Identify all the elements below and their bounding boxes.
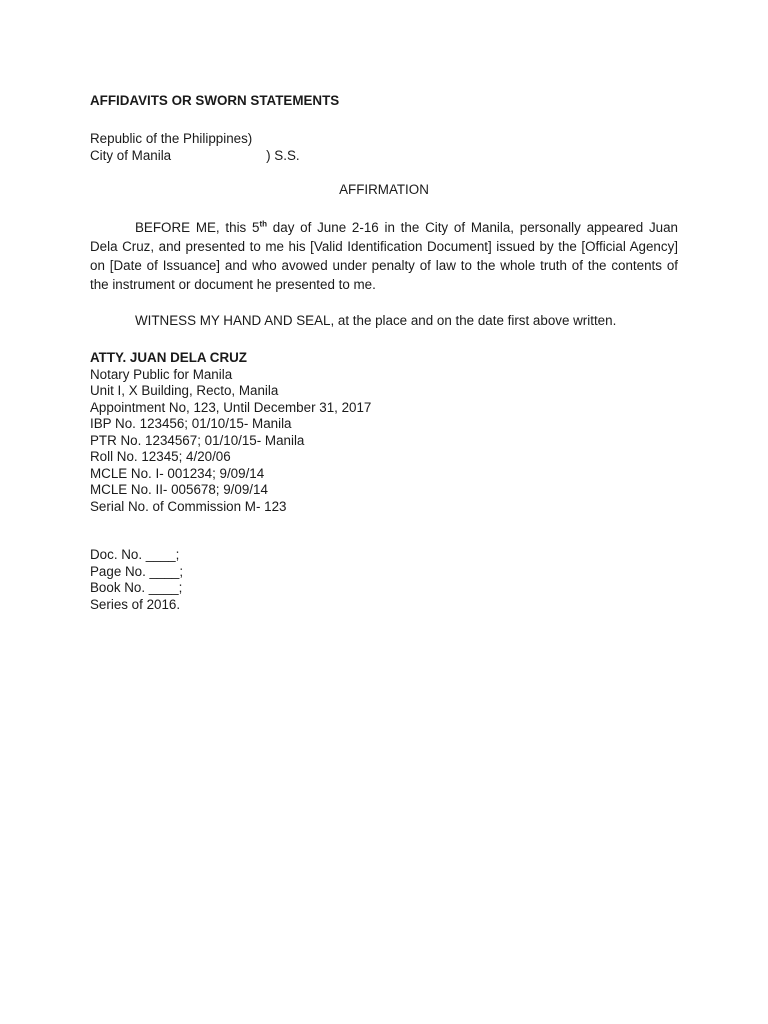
notary-line: MCLE No. I- 001234; 9/09/14 (90, 465, 265, 481)
venue-city: City of Manila (90, 148, 172, 163)
notary-line: IBP No. 123456; 01/10/15- Manila (90, 416, 292, 431)
notary-line: Serial No. of Commission M- 123 (90, 498, 287, 514)
notary-block (90, 350, 371, 515)
doc-number-line: Doc. No. ____; (90, 547, 180, 562)
affirmation-text-rest: day of June 2-16 in the City of Manila, personally appeared Juan Dela Cruz, and presented to me his [Valid Identification Document] issued by the [Official Agency] on [Date of Issuance] and who avowed under penalty of law to the whole truth of the contents of the instrument or document he presented to me. (90, 220, 678, 292)
venue-ss: ) S.S. (266, 148, 300, 163)
document-heading: AFFIDAVITS OR SWORN STATEMENTS (90, 93, 340, 108)
venue-block (90, 130, 300, 164)
notary-line: MCLE No. II- 005678; 9/09/14 (90, 482, 268, 497)
notary-line: Appointment No, 123, Until December 31, 2017 (90, 399, 372, 415)
ordinal-suffix: th (259, 219, 268, 229)
venue-line-city (90, 147, 300, 164)
page-number-line: Page No. ____; (90, 563, 184, 579)
book-number-line: Book No. ____; (90, 580, 183, 595)
notary-line: PTR No. 1234567; 01/10/15- Manila (90, 432, 305, 448)
witness-paragraph: WITNESS MY HAND AND SEAL, at the place and on the date first above written. (135, 313, 617, 328)
document-numbers-block (90, 547, 183, 613)
notary-name: ATTY. JUAN DELA CRUZ (90, 350, 247, 365)
affirmation-text-start: BEFORE ME, this 5 (135, 220, 260, 235)
affirmation-paragraph (90, 218, 678, 294)
document-title: AFFIRMATION (339, 182, 429, 197)
notary-line: Roll No. 12345; 4/20/06 (90, 449, 231, 464)
series-line: Series of 2016. (90, 596, 181, 612)
venue-line-republic: Republic of the Philippines) (90, 131, 253, 146)
notary-line: Notary Public for Manila (90, 366, 233, 382)
notary-line: Unit I, X Building, Recto, Manila (90, 383, 279, 398)
